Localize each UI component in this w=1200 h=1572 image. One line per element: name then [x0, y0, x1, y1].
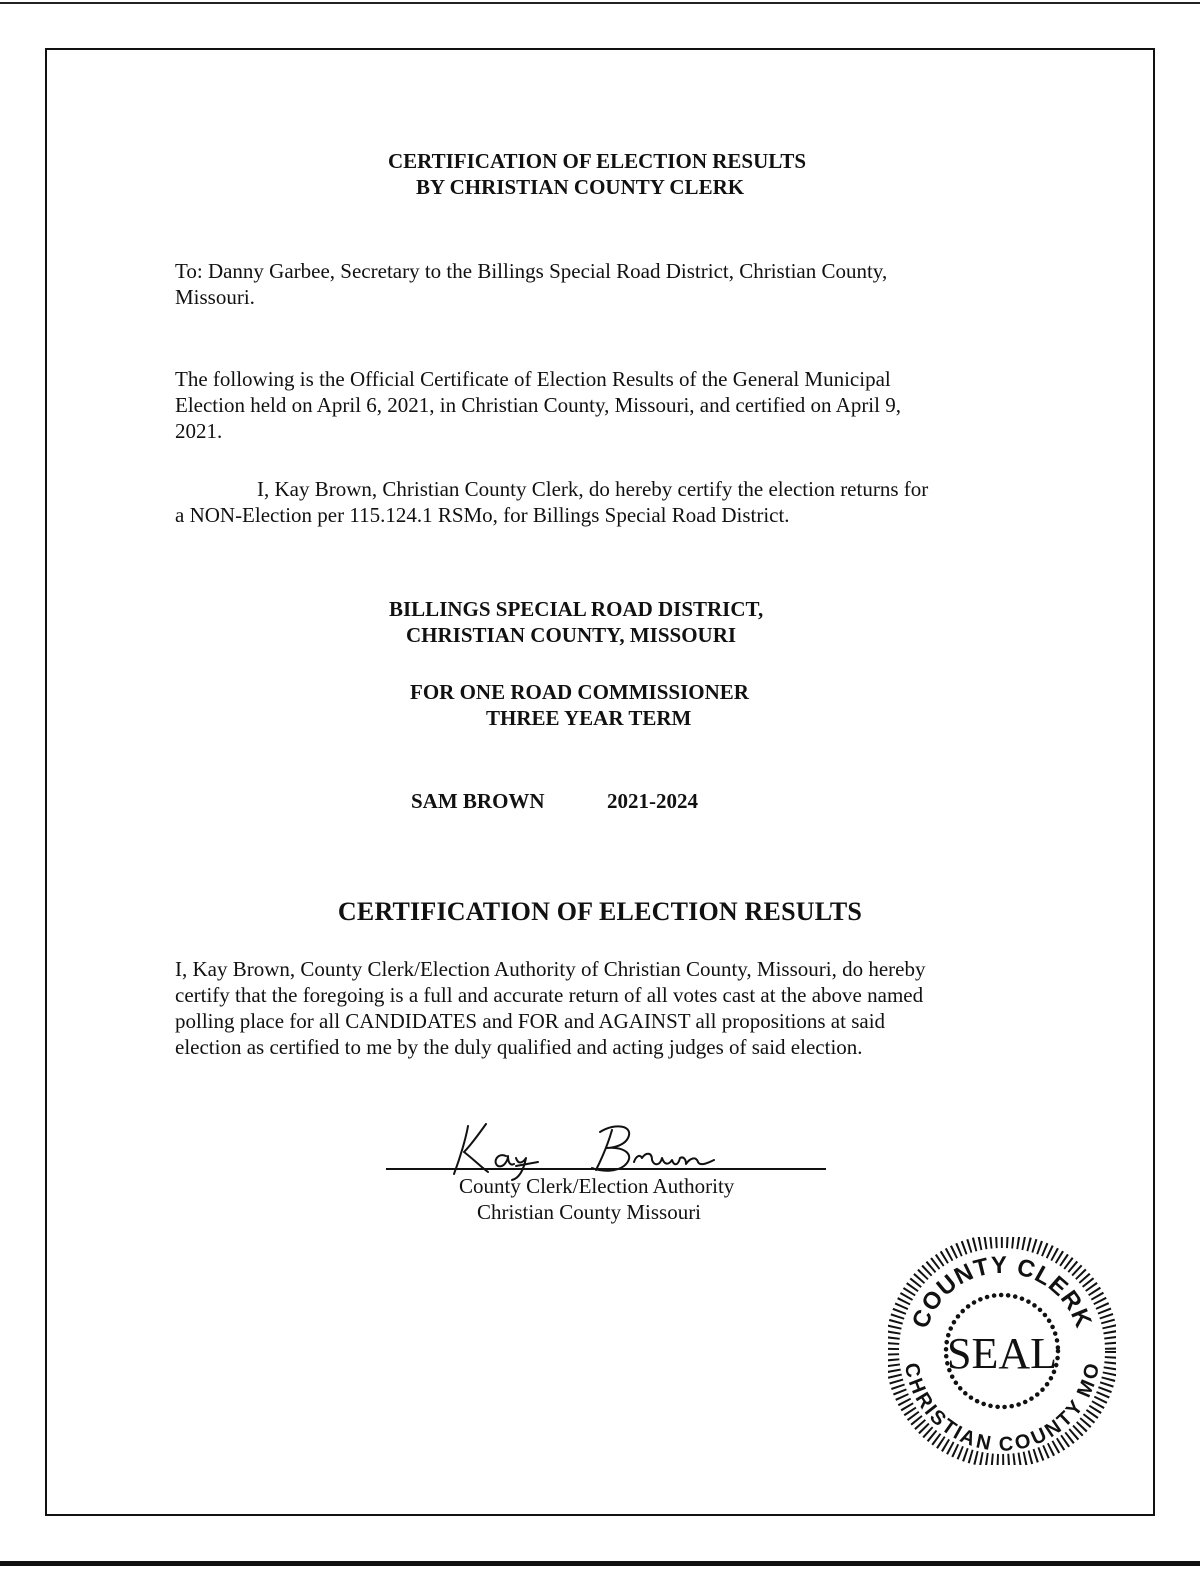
candidate-name: SAM BROWN	[411, 789, 545, 813]
intro-paragraph: The following is the Official Certificate of Election Results of the General Municipal Election held on April 6, 2021, in Christian County, Missouri, and certified on April 9, 2021.	[175, 367, 901, 443]
recipient-line: To: Danny Garbee, Secretary to the Billings Special Road District, Christian County, Missouri.	[175, 259, 888, 309]
seal-center-text: SEAL	[947, 1329, 1057, 1378]
scan-edge-top	[0, 2, 1200, 4]
seal-bottom-text: CHRISTIAN COUNTY MO	[899, 1361, 1105, 1456]
signer-title-line-2: Christian County Missouri	[477, 1200, 702, 1224]
seal-top-text: COUNTY CLERK	[906, 1251, 1098, 1333]
document-title-line-2: BY CHRISTIAN COUNTY CLERK	[416, 175, 745, 199]
certify-statement: I, Kay Brown, Christian County Clerk, do hereby certify the election returns for a NON-Election per 115.124.1 RSMo, for Billings Special Road District.	[175, 477, 929, 527]
certification-heading: CERTIFICATION OF ELECTION RESULTS	[337, 897, 863, 926]
scan-edge-bottom	[0, 1561, 1200, 1566]
signature-line	[386, 1168, 826, 1170]
district-name-line-1: BILLINGS SPECIAL ROAD DISTRICT,	[389, 597, 764, 621]
office-title-line-2: THREE YEAR TERM	[486, 706, 692, 730]
district-name-line-2: CHRISTIAN COUNTY, MISSOURI	[406, 623, 737, 647]
signer-title-line-1: County Clerk/Election Authority	[459, 1174, 735, 1198]
document-title-line-1: CERTIFICATION OF ELECTION RESULTS	[388, 149, 807, 173]
office-title-line-1: FOR ONE ROAD COMMISSIONER	[410, 680, 749, 704]
certification-paragraph: I, Kay Brown, County Clerk/Election Authority of Christian County, Missouri, do hereby certify that the foregoing is a full and accurate return of all votes cast at the above named polling place for all CANDIDATES and FOR and AGAINST all propositions at said election as certified to me by the duly qualified and acting judges of said election.	[175, 957, 926, 1059]
candidate-term: 2021-2024	[607, 789, 698, 813]
